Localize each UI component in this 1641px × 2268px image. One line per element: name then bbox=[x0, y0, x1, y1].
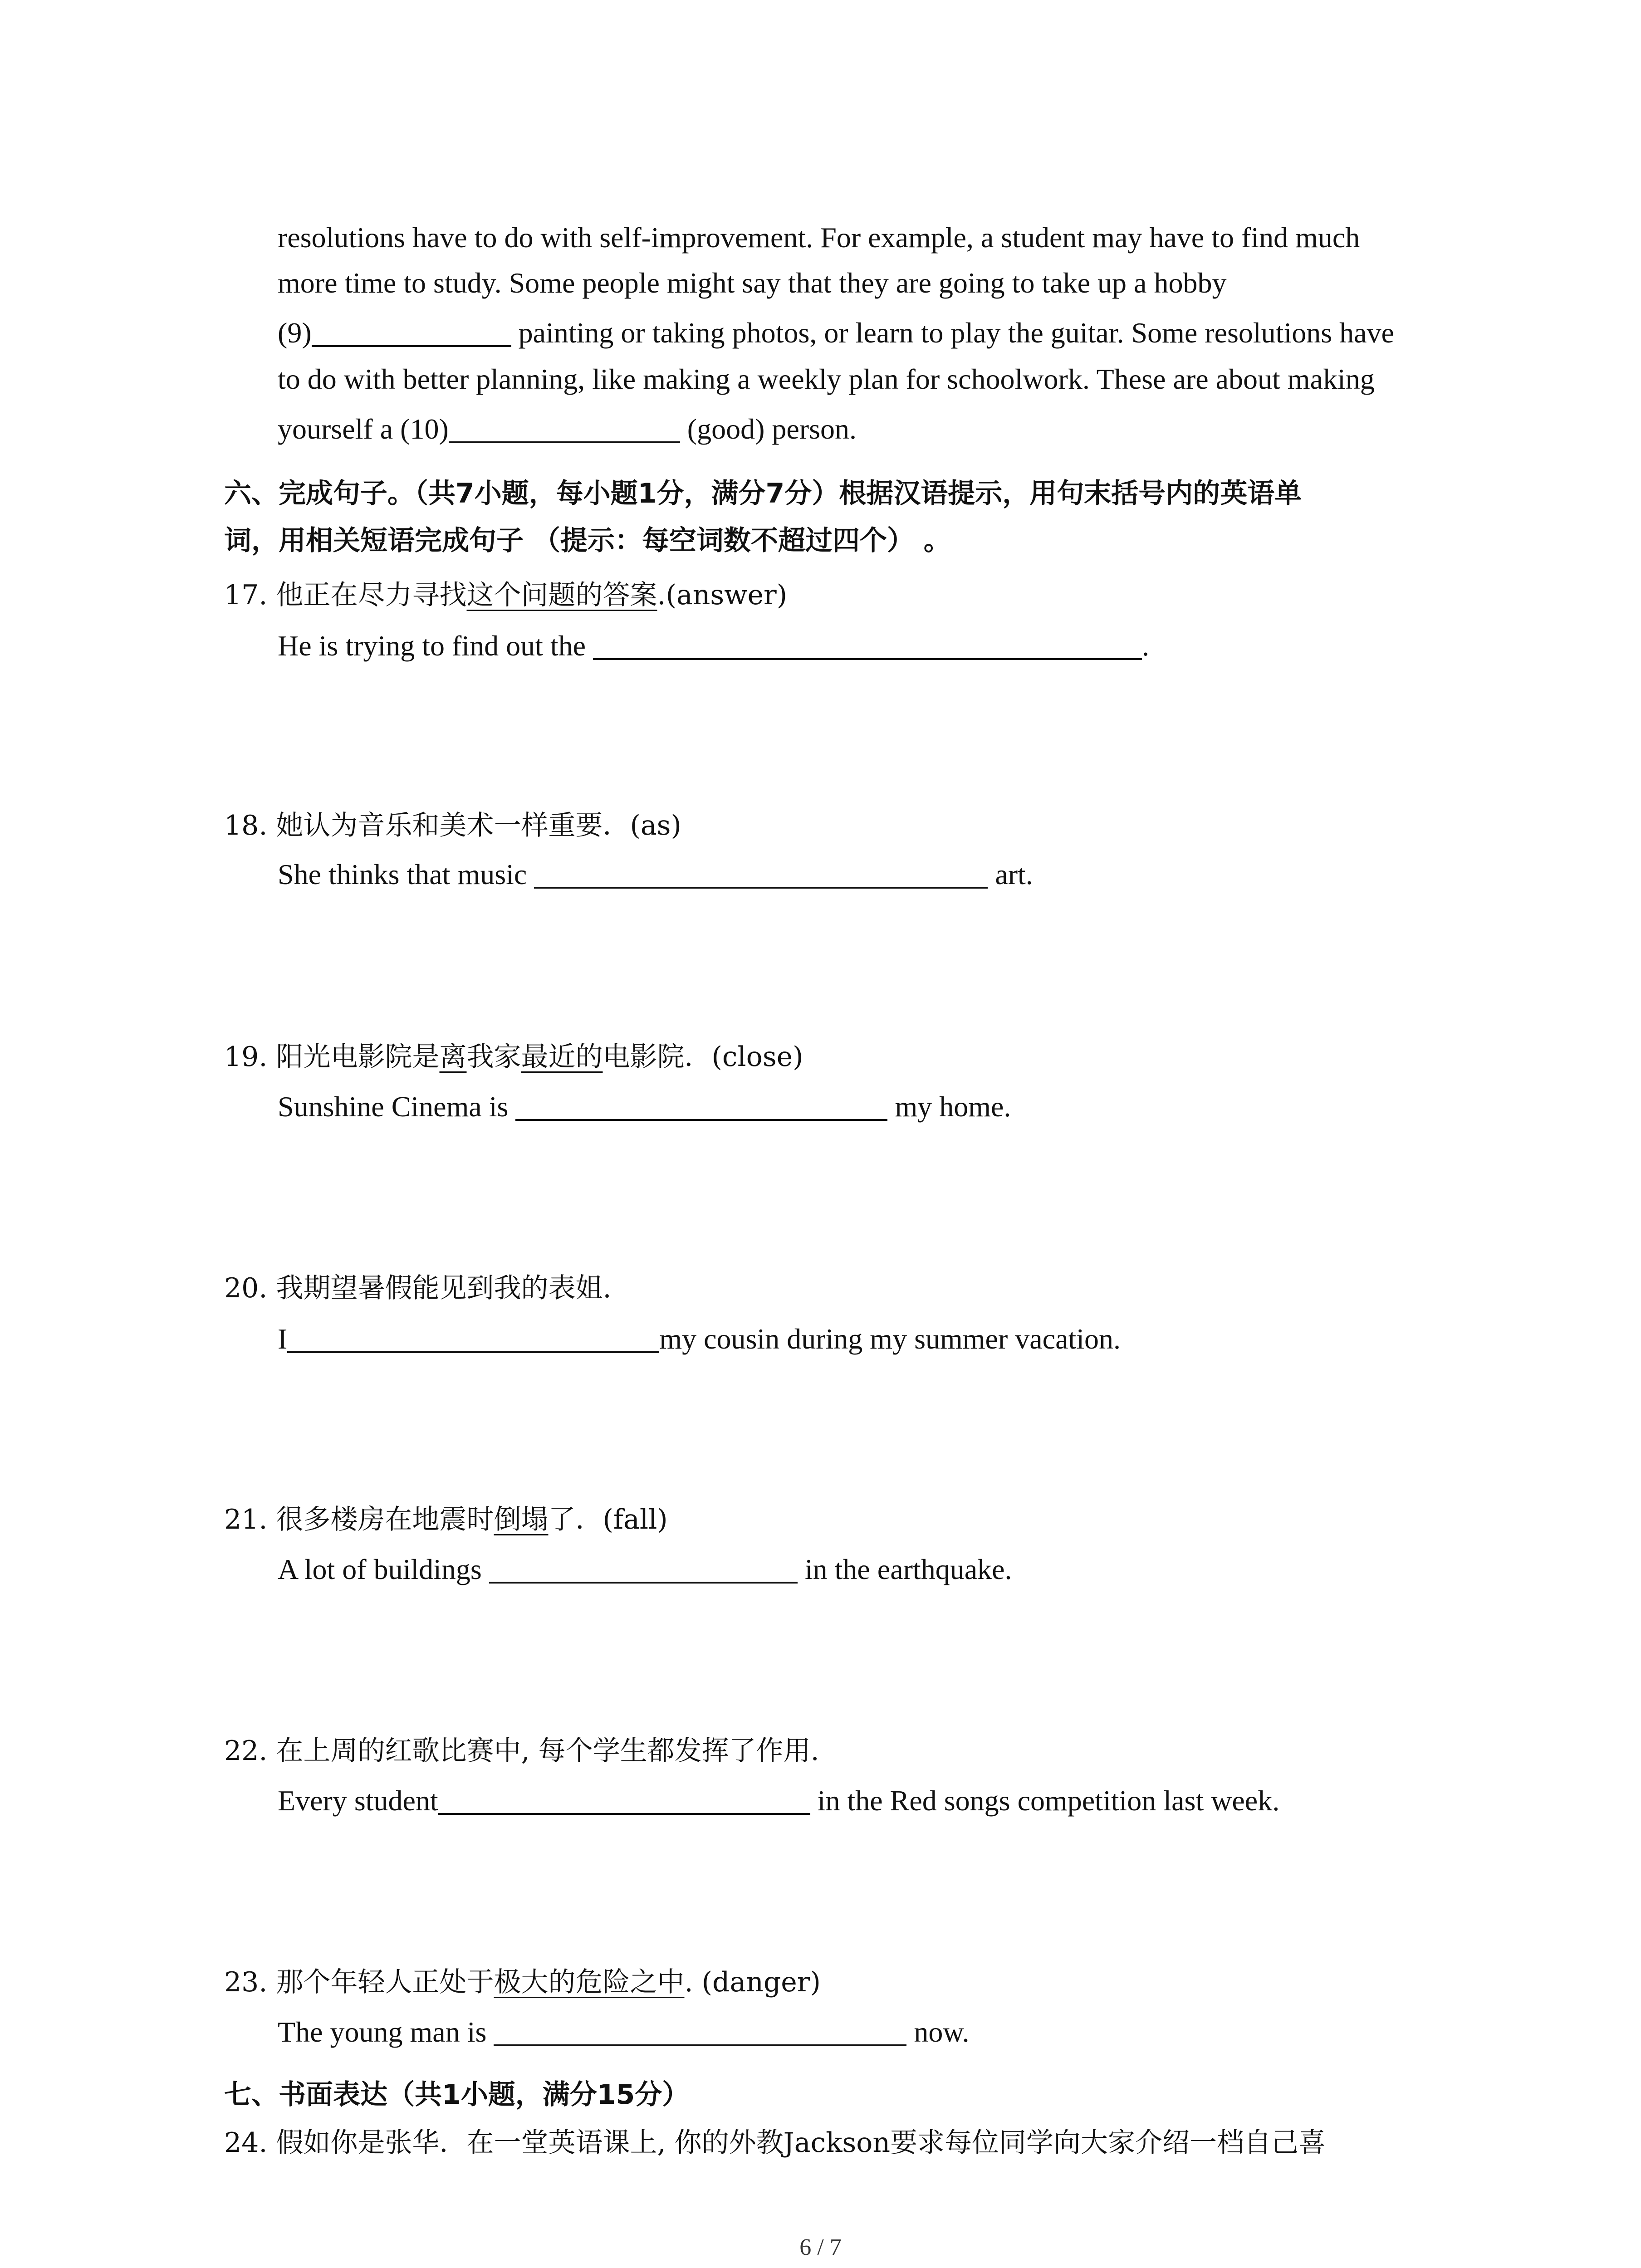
section-title-text: 词，用相关短语完成句子 （提示：每空词数不超过四个） 。 bbox=[224, 525, 951, 557]
sentence-text: Sunshine Cinema is bbox=[278, 1090, 516, 1123]
question-23-sentence bbox=[278, 2014, 969, 2050]
prompt-text: 电影院．(close) bbox=[603, 1041, 803, 1073]
prompt-text: 18. 她认为音乐和美术一样重要．(as) bbox=[224, 810, 681, 841]
sentence-text: in the earthquake. bbox=[797, 1553, 1012, 1585]
sentence-text: my home. bbox=[887, 1090, 1011, 1123]
passage-text: more time to study. Some people might say that they are going to take up a hobby bbox=[278, 267, 1227, 299]
sentence-text: now. bbox=[906, 2016, 970, 2048]
passage-line-4 bbox=[278, 361, 1375, 397]
answer-blank-17[interactable] bbox=[593, 629, 1142, 660]
question-22-prompt bbox=[224, 1733, 819, 1769]
section-6-title bbox=[224, 475, 1302, 512]
passage-text: resolutions have to do with self-improvement. For example, a student may have to find much bbox=[278, 221, 1360, 254]
prompt-text: 17. 他正在尽力寻找 bbox=[224, 579, 467, 611]
passage-line-1 bbox=[278, 220, 1360, 256]
prompt-text: 21. 很多楼房在地震时 bbox=[224, 1504, 494, 1535]
answer-blank-23[interactable] bbox=[494, 2015, 906, 2046]
underlined-hint: 最近的 bbox=[521, 1041, 603, 1073]
question-18-prompt bbox=[224, 807, 681, 844]
question-19-prompt bbox=[224, 1039, 803, 1075]
answer-blank-18[interactable] bbox=[534, 858, 988, 889]
prompt-text: 我家 bbox=[466, 1041, 521, 1073]
page-number: 6 / 7 bbox=[799, 2234, 842, 2260]
question-17-prompt bbox=[224, 577, 787, 613]
passage-text: (good) person. bbox=[680, 413, 857, 445]
underlined-hint: 这个问题的答案 bbox=[466, 579, 657, 611]
section-6-title-cont bbox=[224, 523, 951, 559]
underlined-hint: 倒塌 bbox=[494, 1504, 549, 1535]
section-7-title bbox=[224, 2077, 689, 2113]
question-21-prompt bbox=[224, 1501, 668, 1538]
answer-blank-19[interactable] bbox=[515, 1090, 887, 1121]
prompt-text: 20. 我期望暑假能见到我的表姐. bbox=[224, 1272, 612, 1304]
prompt-text: 了．(fall) bbox=[548, 1504, 668, 1535]
prompt-text: 24. 假如你是张华．在一堂英语课上, 你的外教Jackson要求每位同学向大家介绍一档自己喜 bbox=[224, 2127, 1326, 2159]
sentence-text: A lot of buildings bbox=[278, 1553, 489, 1585]
answer-blank-21[interactable] bbox=[489, 1553, 798, 1584]
answer-blank-22[interactable] bbox=[438, 1784, 810, 1815]
prompt-text: . (danger) bbox=[684, 1966, 821, 1998]
passage-text: to do with better planning, like making a weekly plan for schoolwork. These are about making bbox=[278, 363, 1375, 395]
question-24-prompt bbox=[224, 2125, 1326, 2161]
sentence-text: The young man is bbox=[278, 2016, 494, 2048]
answer-blank-10[interactable] bbox=[449, 412, 680, 443]
passage-text: painting or taking photos, or learn to play the guitar. Some resolutions have bbox=[511, 317, 1394, 349]
question-20-sentence bbox=[278, 1321, 1121, 1357]
sentence-text: my cousin during my summer vacation. bbox=[659, 1323, 1121, 1355]
question-18-sentence bbox=[278, 856, 1033, 893]
passage-text: yourself a (10) bbox=[278, 413, 449, 445]
prompt-text: 19. 阳光电影院是 bbox=[224, 1041, 440, 1073]
prompt-text: 23. 那个年轻人正处于 bbox=[224, 1966, 494, 1998]
answer-blank-9[interactable] bbox=[312, 316, 511, 347]
sentence-text: Every student bbox=[278, 1784, 438, 1817]
passage-line-3 bbox=[278, 315, 1394, 351]
underlined-hint: 离 bbox=[439, 1041, 467, 1073]
question-17-sentence bbox=[278, 628, 1149, 664]
sentence-text: in the Red songs competition last week. bbox=[810, 1784, 1280, 1817]
question-23-prompt bbox=[224, 1964, 821, 2000]
prompt-text: 22. 在上周的红歌比赛中, 每个学生都发挥了作用. bbox=[224, 1735, 819, 1767]
section-title-text: 七、书面表达（共1小题，满分15分） bbox=[224, 2079, 690, 2111]
answer-blank-20[interactable] bbox=[287, 1322, 659, 1353]
question-22-sentence bbox=[278, 1783, 1279, 1819]
sentence-text: I bbox=[278, 1323, 288, 1355]
passage-line-5 bbox=[278, 411, 857, 447]
question-20-prompt bbox=[224, 1270, 612, 1306]
section-title-text: 六、完成句子。（共7小题，每小题1分，满分7分）根据汉语提示，用句末括号内的英语单 bbox=[224, 478, 1302, 509]
prompt-text: .(answer) bbox=[657, 579, 788, 611]
question-21-sentence bbox=[278, 1551, 1012, 1588]
question-19-sentence bbox=[278, 1089, 1011, 1125]
blank-number-9: (9) bbox=[278, 317, 312, 349]
sentence-text: She thinks that music bbox=[278, 858, 534, 890]
sentence-text: . bbox=[1142, 630, 1150, 662]
passage-line-2 bbox=[278, 265, 1226, 301]
sentence-text: He is trying to find out the bbox=[278, 630, 593, 662]
underlined-hint: 极大的危险之中 bbox=[494, 1966, 685, 1998]
sentence-text: art. bbox=[988, 858, 1033, 890]
